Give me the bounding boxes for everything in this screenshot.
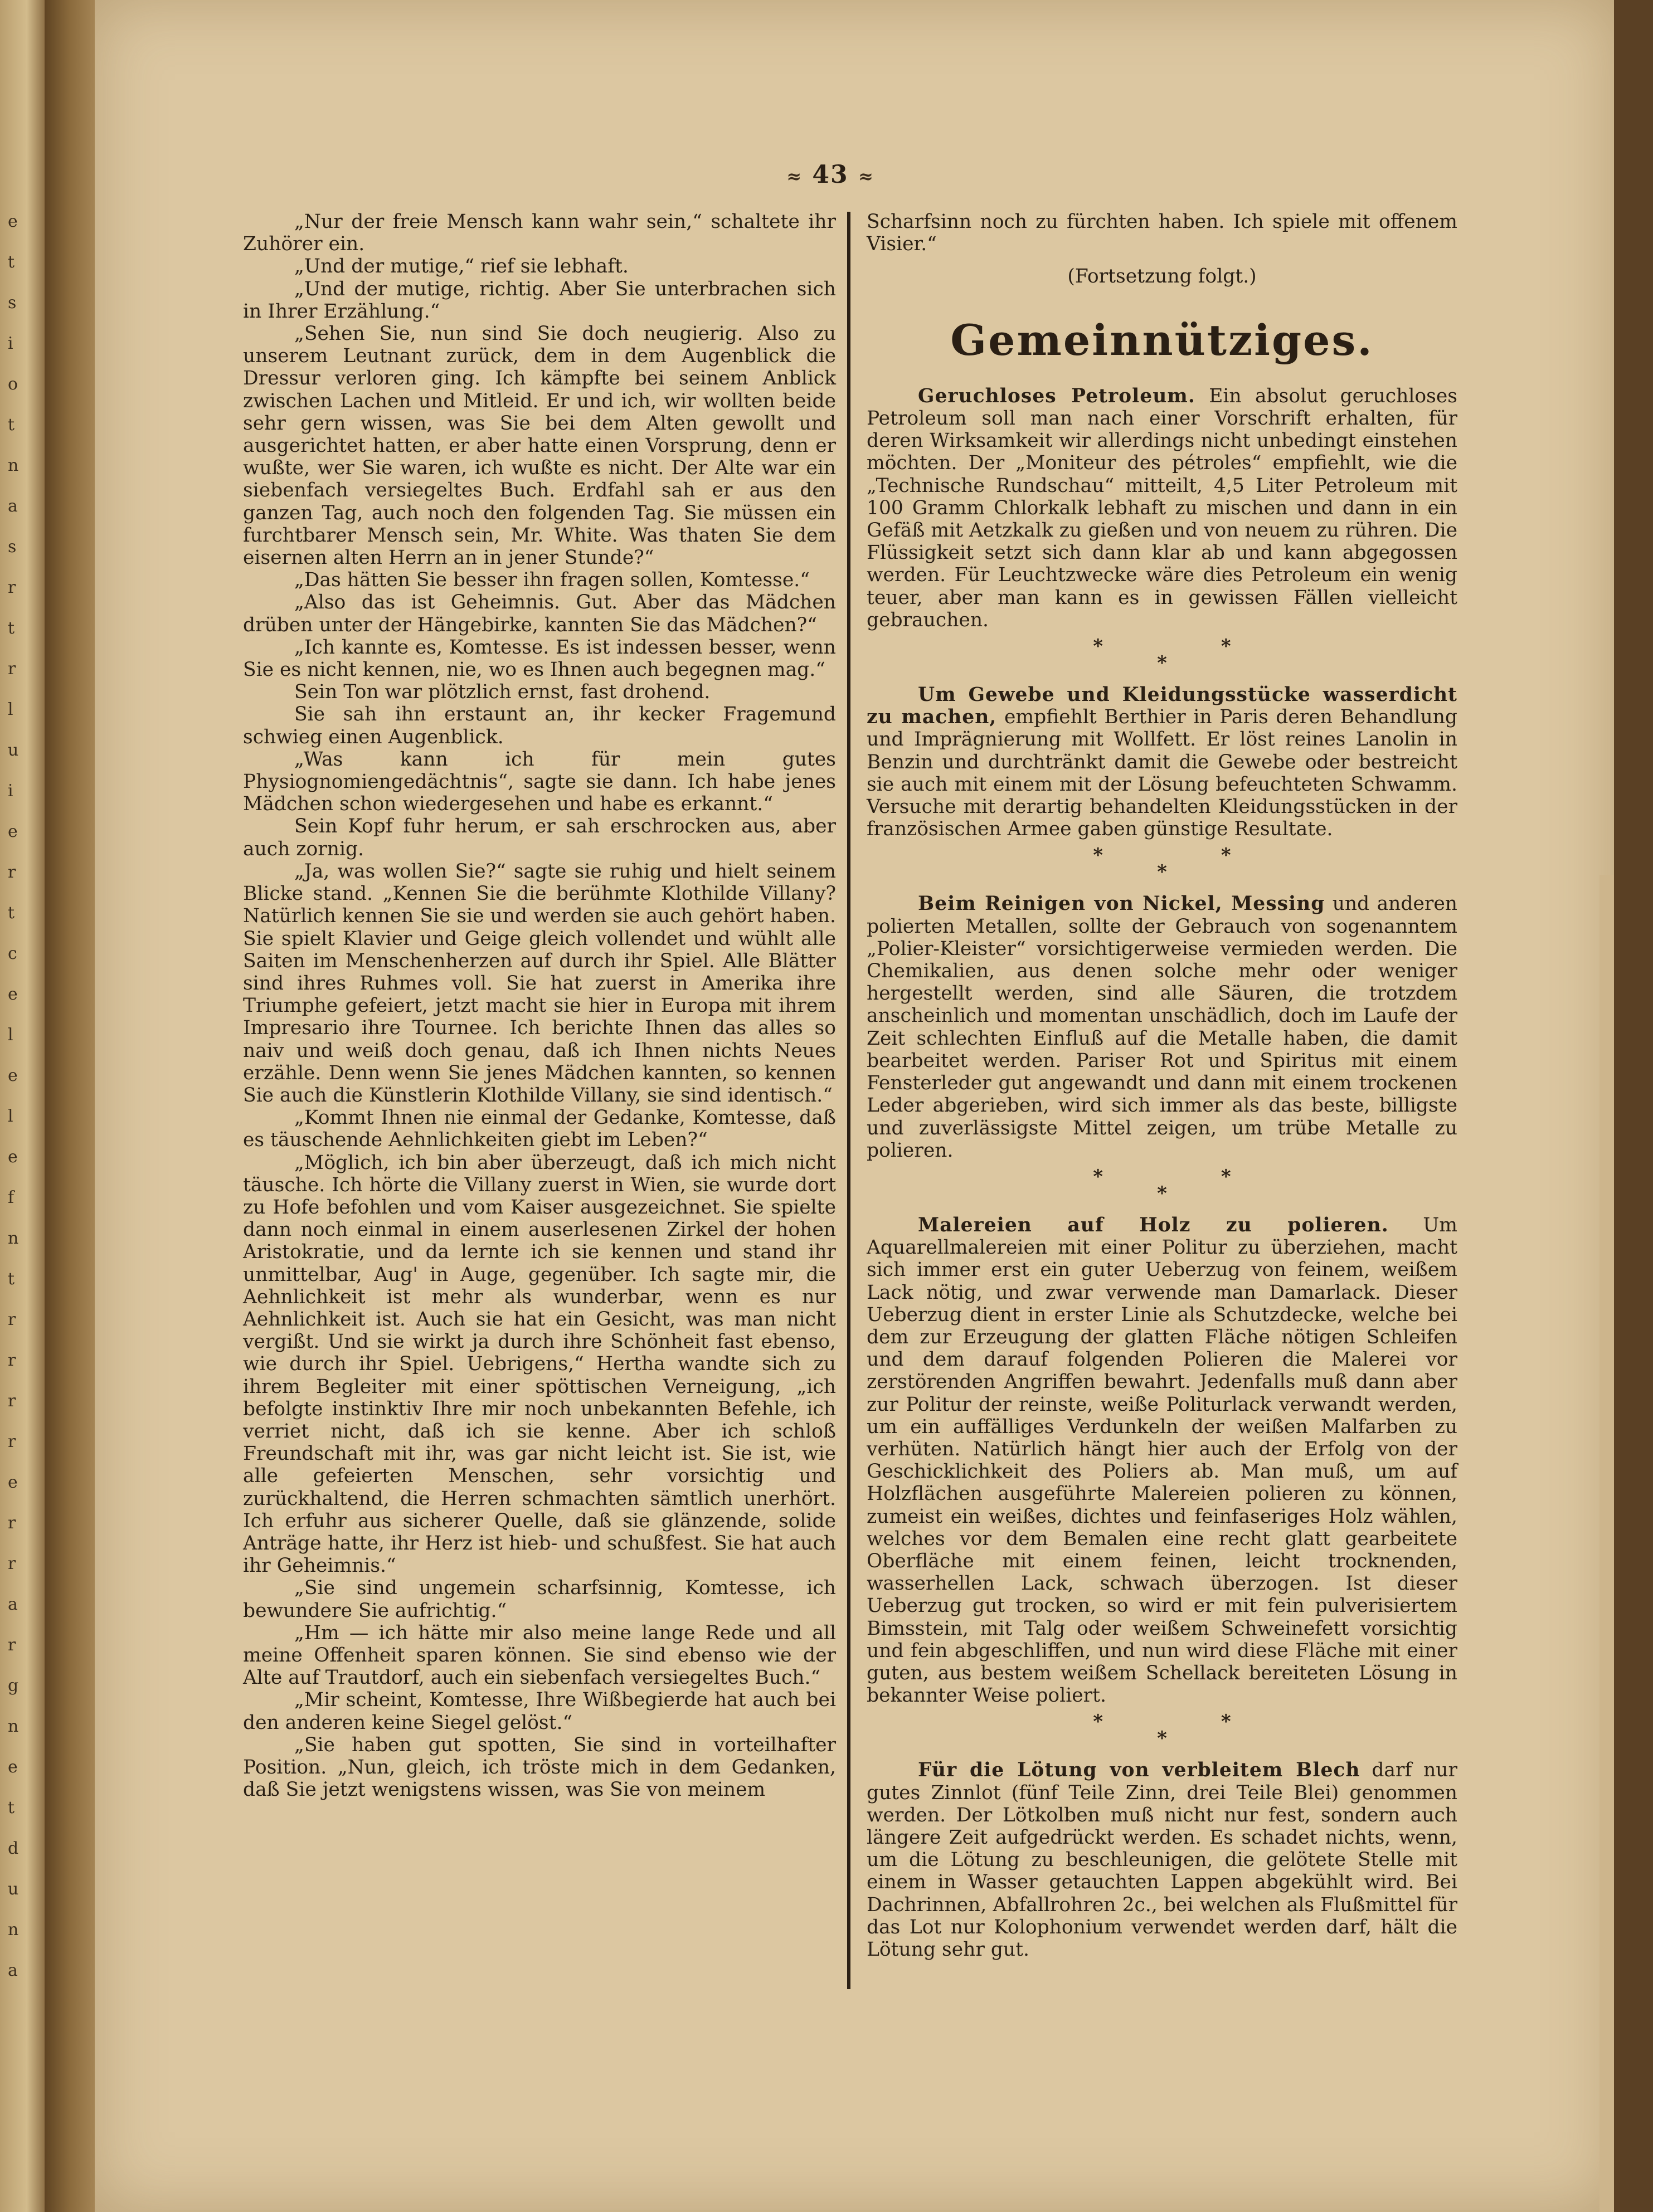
star-separator-bottom: * xyxy=(1157,1727,1167,1750)
margin-letter: t xyxy=(8,1798,15,1818)
margin-letter: u xyxy=(8,740,19,760)
margin-letter: e xyxy=(8,985,18,1004)
tip-paragraph xyxy=(867,1214,1457,1707)
margin-letter: t xyxy=(8,415,15,435)
margin-letter: t xyxy=(8,903,15,923)
margin-letter: n xyxy=(8,1717,19,1736)
margin-letter: r xyxy=(8,1513,16,1533)
ornament-left-icon: ≈ xyxy=(786,165,803,187)
tip-text: Ein absolut geruchloses Petroleum soll man nach einer Vorschrift erhalten, für deren Wirksamkeit wir allerdings nicht unbedingt einstehen möchten. Der „Moniteur des pétroles“ empfiehlt, wie die „Technische Rundschau“ mitteilt, 4,5 Liter Petroleum mit 100 Gramm Chlorkalk lebhaft zu mischen und dann in ein Gefäß mit Aetzkalk zu gießen und von neuem zu rühren. Die Flüssigkeit setzt sich dann klar ab und kann abgegossen werden. Für Leuchtzwecke wäre dies Petroleum ein wenig teuer, aber man kann es in gewissen Fällen vielleicht gebrauchen. xyxy=(867,384,1457,631)
margin-letter: r xyxy=(8,1391,16,1411)
story-paragraph: Sein Kopf fuhr herum, er sah erschrocken aus, aber auch zornig. xyxy=(243,815,836,860)
star-separator-bottom: * xyxy=(1157,652,1167,675)
tip-title: Um Gewebe und Kleidungsstücke wasserdicht zu machen, xyxy=(867,684,1457,729)
story-paragraph: „Und der mutige,“ rief sie lebhaft. xyxy=(294,255,629,278)
margin-letter: d xyxy=(8,1839,19,1858)
tip-paragraph xyxy=(867,1759,1457,1961)
story-paragraph: „Sie haben gut spotten, Sie sind in vorteilhafter Position. „Nun, gleich, ich tröste mich in dem Gedanken, daß Sie jetzt wenigstens wissen, was Sie von meinem xyxy=(243,1733,836,1801)
ornament-right-icon: ≈ xyxy=(858,165,874,187)
margin-letter: n xyxy=(8,456,19,475)
margin-letter: e xyxy=(8,1473,18,1492)
page-number-value: 43 xyxy=(812,160,849,189)
margin-letter: o xyxy=(8,374,18,394)
margin-letter: r xyxy=(8,659,16,679)
star-separator-bottom: * xyxy=(1157,861,1167,884)
margin-letter: i xyxy=(8,781,13,801)
binding-gutter xyxy=(45,0,95,2212)
tip-title: Für die Lötung von verbleitem Blech xyxy=(918,1759,1360,1782)
margin-letter: s xyxy=(8,293,17,313)
margin-letter: r xyxy=(8,1432,16,1451)
story-paragraph: „Also das ist Geheimnis. Gut. Aber das Mädchen drüben unter der Hängebirke, kannten Sie das Mädchen?“ xyxy=(243,591,836,636)
story-paragraph: „Ich kannte es, Komtesse. Es ist indessen besser, wenn Sie es nicht kennen, nie, wo es Ihnen auch begegnen mag.“ xyxy=(243,636,836,681)
star-separator xyxy=(867,844,1457,884)
margin-letter: l xyxy=(8,1107,13,1126)
to-be-continued: (Fortsetzung folgt.) xyxy=(1067,265,1257,288)
left-column xyxy=(243,211,836,1801)
story-paragraph: „Hm — ich hätte mir also meine lange Rede und all meine Offenheit sparen können. Sie sind ebenso wie der Alte auf Trautdorf, auch ein siebenfach versiegeltes Buch.“ xyxy=(243,1621,836,1689)
margin-letter: r xyxy=(8,1554,16,1573)
star-separator xyxy=(867,1711,1457,1750)
tip-text: und anderen polierten Metallen, sollte der Gebrauch von sogenanntem „Polier-Kleister“ vorsichtigerweise vermieden werden. Die Chemikalien, aus denen solche mehr oder weniger hergestellt werden, sind alle Säuren, die trotzdem anscheinlich und momentan unschädlich, doch im Laufe der Zeit schlechten Einfluß auf die Metalle haben, die damit bearbeitet werden. Pariser Rot und Spiritus mit einem Fensterleder gut angewandt und dann mit einem trockenen Leder abgerieben, wird sich immer als das beste, billigste und zuverlässigste Mittel zeigen, um trübe Metalle zu polieren. xyxy=(867,893,1457,1162)
tip-text: empfiehlt Berthier in Paris deren Behandlung und Imprägnierung mit Wollfett. Er löst reines Lanolin in Benzin und durchtränkt damit die Gewebe oder bestreicht sie auch mit einem mit der Lösung befeuchteten Schwamm. Versuche mit derartig behandelten Kleidungsstücken in der französischen Armee gaben günstige Resultate. xyxy=(867,706,1457,841)
margin-letter: r xyxy=(8,1351,16,1370)
story-paragraph: „Das hätten Sie besser ihn fragen sollen, Komtesse.“ xyxy=(294,569,810,592)
margin-letter: r xyxy=(8,1310,16,1329)
section-heading: Gemeinnütziges. xyxy=(950,315,1374,365)
margin-letter: e xyxy=(8,1757,18,1777)
page-right-edge xyxy=(1614,0,1653,2212)
margin-letter: l xyxy=(8,700,13,719)
star-separator-bottom: * xyxy=(1157,1182,1167,1205)
margin-letter: n xyxy=(8,1229,19,1248)
star-separator-top: * * xyxy=(1093,844,1287,867)
margin-letter: i xyxy=(8,334,13,353)
story-paragraph: Sie sah ihn erstaunt an, ihr kecker Fragemund schwieg einen Augenblick. xyxy=(243,703,836,748)
star-separator-top: * * xyxy=(1093,1165,1287,1188)
story-paragraph: „Ja, was wollen Sie?“ sagte sie ruhig und hielt seinem Blicke stand. „Kennen Sie die berühmte Klothilde Villany? Natürlich kennen Sie sie und werden sie auch gehört haben. Sie spielt Klavier und Geige gleich vollendet und wühlt alle Saiten im Menschenherzen auf durch ihr Spiel. Alle Blätter sind ihres Ruhmes voll. Sie hat zuerst in Amerika ihre Triumphe gefeiert, jetzt macht sie hier in Europa mit ihrem Impresario ihre Tournee. Ich berichte Ihnen das alles so naiv und weiß doch genau, daß ich Ihnen nichts Neues erzähle. Denn wenn Sie jenes Mädchen kannten, so kennen Sie auch die Künstlerin Klothilde Villany, sie sind identisch.“ xyxy=(243,860,836,1107)
paper-fold-edge xyxy=(1599,875,1614,2212)
margin-letter: a xyxy=(8,1595,18,1614)
margin-letter: s xyxy=(8,537,17,557)
margin-letter: g xyxy=(8,1676,19,1695)
story-paragraph: „Was kann ich für mein gutes Physiognomiengedächtnis“, sagte sie dann. Ich habe jenes Mädchen schon wiedergesehen und habe es erkannt.“ xyxy=(243,748,836,816)
margin-letter: a xyxy=(8,1961,18,1980)
star-separator-top: * * xyxy=(1093,1711,1287,1733)
margin-letter: f xyxy=(8,1188,14,1207)
margin-letter: e xyxy=(8,1066,18,1085)
tip-title: Beim Reinigen von Nickel, Messing xyxy=(918,893,1325,915)
margin-letter: n xyxy=(8,1920,19,1940)
story-paragraph: „Mir scheint, Komtesse, Ihre Wißbegierde hat auch bei den anderen keine Siegel gelöst.“ xyxy=(243,1689,836,1734)
margin-letter: c xyxy=(8,944,17,963)
margin-letter: a xyxy=(8,496,18,516)
story-paragraph: „Nur der freie Mensch kann wahr sein,“ schaltete ihr Zuhörer ein. xyxy=(243,211,836,256)
tip-title: Malereien auf Holz zu polieren. xyxy=(918,1214,1389,1236)
star-separator xyxy=(867,1165,1457,1205)
tip-paragraph xyxy=(867,684,1457,840)
right-column xyxy=(867,211,1457,1961)
page-number xyxy=(764,160,897,189)
tips-list xyxy=(867,385,1457,1961)
story-continuation: Scharfsinn noch zu fürchten haben. Ich spiele mit offenem Visier.“ xyxy=(867,211,1457,256)
tip-paragraph xyxy=(867,385,1457,631)
story-paragraph: „Möglich, ich bin aber überzeugt, daß ich mich nicht täusche. Ich hörte die Villany zuerst in Wien, sie wurde dort zu Hofe befohlen und vom Kaiser ausgezeichnet. Sie spielte dann noch einmal in einem auserlesenen Zirkel der hohen Aristokratie, und da lernte ich sie kennen und stand ihr unmittelbar, Aug' in Auge, gegenüber. Ich sagte mir, die Aehnlichkeit ist mehr als wunderbar, wenn es nur Aehnlichkeit ist. Auch sie hat ein Gesicht, was man nicht vergißt. Und sie wirkt ja durch ihre Schönheit fast ebenso, wie durch ihr Spiel. Uebrigens,“ Hertha wandte sich zu ihrem Begleiter mit einer spöttischen Verneigung, „ich befolgte instinktiv Ihre mir noch unbekannten Befehle, ich verriet nicht, daß ich sie kenne. Aber ich schloß Freundschaft mit ihr, was gar nicht leicht ist. Sie ist, wie alle gefeierten Menschen, sehr vorsichtig und zurückhaltend, die Herren schmachten sämtlich unerhört. Ich erfuhr aus sicherer Quelle, daß sie glänzende, solide Anträge hatte, ihr Herz ist hieb- und schußfest. Sie hat auch ihr Geheimnis.“ xyxy=(243,1151,836,1577)
margin-letter: t xyxy=(8,618,15,638)
margin-letter: e xyxy=(8,822,18,841)
story-paragraph: Sein Ton war plötzlich ernst, fast drohend. xyxy=(294,681,711,704)
margin-letter: u xyxy=(8,1879,19,1899)
margin-letter: e xyxy=(8,1147,18,1167)
margin-letter: t xyxy=(8,252,15,272)
story-paragraph: „Und der mutige, richtig. Aber Sie unterbrachen sich in Ihrer Erzählung.“ xyxy=(243,277,836,323)
column-divider xyxy=(847,212,850,1989)
tip-title: Geruchloses Petroleum. xyxy=(918,384,1195,407)
star-separator-top: * * xyxy=(1093,635,1287,658)
story-paragraph: „Sie sind ungemein scharfsinnig, Komtesse, ich bewundere Sie aufrichtig.“ xyxy=(243,1577,836,1622)
tip-text: darf nur gutes Zinnlot (fünf Teile Zinn, drei Teile Blei) genommen werden. Der Lötkolben muß nicht nur fest, sondern auch längere Zeit aufgedrückt werden. Es schadet nichts, wenn, um die Lötung zu beschleunigen, die gelötete Stelle mit einem in Wasser getauchten Lappen abgekühlt wird. Bei Dachrinnen, Abfallrohren 2c., bei welchen als Flußmittel für das Lot nur Kolophonium verwendet werden darf, hält die Lötung sehr gut. xyxy=(867,1759,1458,1961)
margin-letter: r xyxy=(8,1635,16,1655)
margin-letter: t xyxy=(8,1269,15,1289)
facing-page-strip xyxy=(0,0,45,2212)
star-separator xyxy=(867,635,1457,675)
story-paragraph: „Sehen Sie, nun sind Sie doch neugierig. Also zu unserem Leutnant zurück, dem in dem Augenblick die Dressur verloren ging. Ich kämpfte bei seinem Anblick zwischen Lachen und Mitleid. Er und ich, wir wollten beide sehr gern wissen, was Sie bei dem Alten gewollt und ausgerichtet hatten, er aber hatte einen Vorsprung, denn er wußte, wer Sie waren, ich wußte es nicht. Der Alte war ein siebenfach versiegeltes Buch. Erdfahl sah er aus den ganzen Tag, auch noch den folgenden Tag. Sie müssen ein furchtbarer Mensch sein, Mr. White. Was thaten Sie dem eisernen alten Herrn an in jener Stunde?“ xyxy=(243,323,836,569)
story-paragraph: „Kommt Ihnen nie einmal der Gedanke, Komtesse, daß es täuschende Aehnlichkeiten giebt im Leben?“ xyxy=(243,1107,836,1152)
tip-text: Um Aquarellmalereien mit einer Politur zu überziehen, macht sich immer erst ein guter Ueberzug von feinem, weißem Lack nötig, und zwar verwende man Damarlack. Dieser Ueberzug dient in erster Linie als Schutzdecke, welche bei dem zur Erzeugung der glatten Fläche nötigen Schleifen und dem darauf folgenden Polieren die Malerei vor zerstörenden Angriffen bewahrt. Jedenfalls muß dann aber zur Politur der reinste, weiße Politurlack verwandt werden, um ein auffälliges Verdunkeln der weißen Malfarben zu verhüten. Natürlich hängt hier auch der Erfolg von der Geschicklichkeit des Poliers ab. Man muß, um auf Holzflächen ausgeführte Malereien polieren zu können, zumeist ein weißes, dichtes und feinfaseriges Holz wählen, welches vor dem Bemalen eine recht glatt gearbeitete Oberfläche mit einem feinen, leicht trocknenden, wasserhellen Lack, schwach überzogen. Ist dieser Ueberzug gut trocken, so wird er mit fein pulverisiertem Bimsstein, mit Talg oder weißem Schweinefett vorsichtig und fein abgeschliffen, und nun wird diese Fläche mit einer guten, aus bestem weißem Schellack bereiteten Lösung in bekannter Weise poliert. xyxy=(867,1214,1458,1707)
tip-paragraph xyxy=(867,893,1457,1161)
margin-letter: l xyxy=(8,1025,13,1045)
margin-letter: r xyxy=(8,578,16,597)
margin-letter: e xyxy=(8,212,18,231)
margin-letter: r xyxy=(8,863,16,882)
